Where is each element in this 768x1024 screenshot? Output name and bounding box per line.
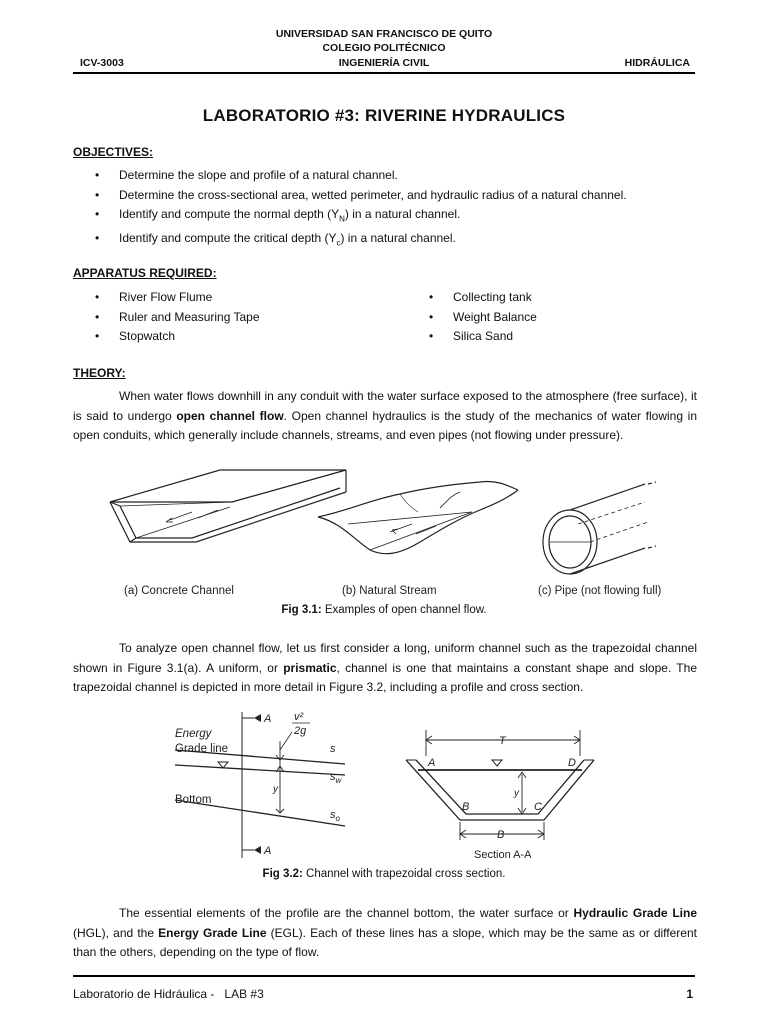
objective-text: ) in a natural channel. (344, 207, 461, 221)
section-a-top: A (264, 713, 272, 725)
caption-text: Channel with trapezoidal cross section. (302, 868, 506, 880)
page-number: 1 (686, 987, 693, 1001)
grade-line-label: Grade line (175, 743, 229, 755)
velocity-head-num: v² (294, 711, 304, 723)
pipe-drawing (543, 482, 656, 574)
program-name: INGENIERÍA CIVIL (338, 57, 430, 69)
list-item (73, 205, 703, 229)
figure-3-2-caption (0, 868, 768, 880)
paragraph-text: To analyze open channel flow, let us first consider a long, uniform channel such as the trapezoidal channel shown in Figure 3.1(a). A uniform, or (73, 641, 697, 675)
list-item: • Silica Sand (407, 327, 687, 347)
list-item (73, 186, 703, 206)
caption-label: Fig 3.2: (262, 868, 303, 880)
list-item: • Ruler and Measuring Tape (73, 308, 403, 328)
velocity-head-den: 2g (294, 725, 307, 737)
theory-heading: THEORY: (73, 366, 126, 380)
emphasis-term: Energy Grade Line (158, 925, 267, 940)
theory-paragraph-1 (73, 387, 697, 446)
subscript: c (336, 238, 341, 248)
emphasis-term: prismatic (283, 660, 337, 675)
emphasis-term: open channel flow (176, 408, 284, 423)
point-b: B (462, 801, 470, 813)
concrete-channel-drawing (110, 470, 346, 542)
slope-s: s (330, 743, 336, 755)
list-item (73, 229, 703, 253)
bottom-label: Bottom (175, 794, 212, 806)
point-c: C (534, 801, 542, 813)
list-item: • Collecting tank (407, 288, 687, 308)
list-item: • Weight Balance (407, 308, 687, 328)
figure-3-1-caption (0, 604, 768, 616)
energy-label: Energy (175, 728, 212, 740)
depth-y-profile: y (273, 784, 278, 795)
objective-text: Determine the slope and profile of a natural channel. (119, 168, 398, 182)
fig31-label-a: (a) Concrete Channel (124, 585, 234, 597)
theory-paragraph-2 (73, 639, 697, 698)
top-width-T: T (499, 735, 506, 747)
apparatus-heading: APPARATUS REQUIRED: (73, 266, 217, 280)
subscript: N (339, 214, 345, 224)
slope-sw: $s_w$ (330, 771, 342, 785)
college-name: COLEGIO POLITÉCNICO (322, 42, 446, 54)
objective-text: ) in a natural channel. (340, 230, 456, 245)
paragraph-text: , channel is one that maintains a constant shape and slope. The trapezoidal channel is depicted in more detail in Figure 3.2, including a profile and cross section. (73, 660, 697, 694)
page-title: LABORATORIO #3: RIVERINE HYDRAULICS (202, 106, 566, 125)
depth-y-section: y (514, 788, 519, 799)
objective-text: Identify and compute the normal depth (Y (119, 207, 340, 221)
paragraph-text: When water flows downhill in any conduit with the water surface exposed to the atmosphere (free surface), it is said to undergo (73, 389, 697, 423)
point-a: A (428, 757, 436, 769)
slope-so: $s_o$ (330, 809, 340, 823)
section-aa-label: Section A-A (474, 849, 532, 861)
caption-text: Examples of open channel flow. (321, 604, 487, 616)
theory-paragraph-3 (73, 904, 697, 963)
fig31-label-c: (c) Pipe (not flowing full) (538, 585, 662, 597)
list-item: • Stopwatch (73, 327, 403, 347)
objective-text: Identify and compute the critical depth (Y (119, 230, 337, 245)
figure-3-2 (170, 708, 600, 866)
header-divider (73, 72, 695, 74)
list-item (73, 166, 703, 186)
apparatus-list-right (407, 288, 687, 347)
course-code: ICV-3003 (80, 57, 124, 69)
subject-name: HIDRÁULICA (624, 57, 690, 69)
footer-title: Laboratorio de Hidráulica - LAB #3 (73, 987, 264, 1001)
fig31-label-b: (b) Natural Stream (342, 585, 437, 597)
paragraph-text: . Open channel hydraulics is the study of the mechanics of water flowing in open conduits, which generally include channels, streams, and even pipes (not flowing under pressure). (73, 408, 698, 442)
paragraph-text: (EGL). Each of these lines has a slope, which may be the same as or different than the others, depending on the type of flow. (73, 925, 697, 959)
objectives-heading: OBJECTIVES: (73, 145, 154, 159)
paragraph-text: The essential elements of the profile are the channel bottom, the water surface or (119, 906, 574, 920)
apparatus-list-left (73, 288, 403, 347)
point-d: D (568, 757, 576, 769)
natural-stream-drawing (318, 481, 518, 553)
objective-text: Determine the cross-sectional area, wetted perimeter, and hydraulic radius of a natural channel. (119, 187, 627, 202)
footer-divider (73, 975, 695, 977)
university-name: UNIVERSIDAD SAN FRANCISCO DE QUITO (275, 28, 493, 40)
paragraph-text: (HGL), and the (73, 925, 159, 940)
objectives-list (73, 166, 703, 253)
emphasis-term: Hydraulic Grade Line (573, 906, 698, 920)
bottom-width-B: B (497, 829, 505, 841)
section-a-bottom: A (264, 845, 272, 857)
caption-label: Fig 3.1: (281, 604, 322, 616)
list-item: • River Flow Flume (73, 288, 403, 308)
figure-3-1 (100, 462, 680, 602)
